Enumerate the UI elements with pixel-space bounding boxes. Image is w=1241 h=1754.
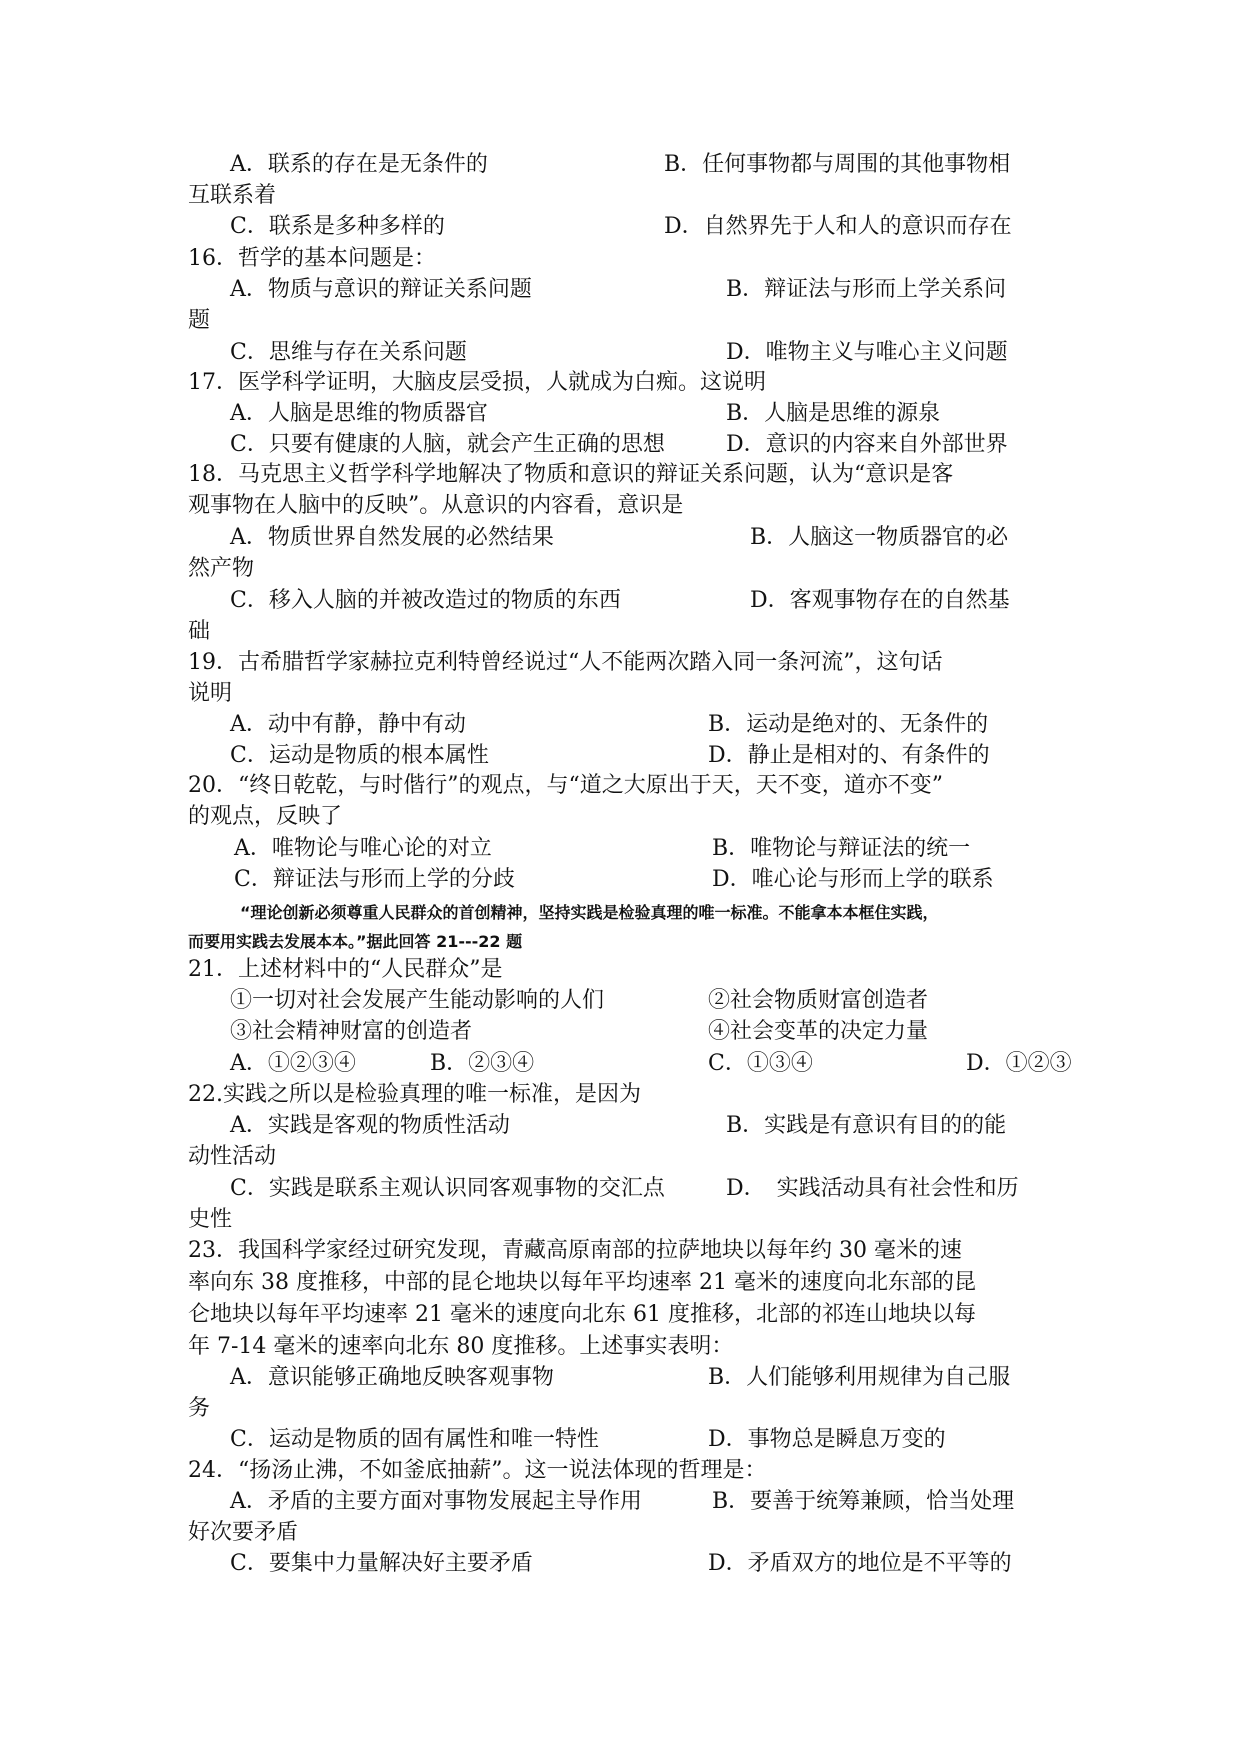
material-line1: “理论创新必须尊重人民群众的首创精神，坚持实践是检验真理的唯一标准。不能拿本本框住实践， — [240, 903, 939, 922]
q18-stem-line2: 观事物在人脑中的反映”。从意识的内容看，意识是 — [188, 493, 684, 518]
q21-item-1: ①一切对社会发展产生能动影响的人们 — [230, 988, 605, 1013]
q16-option-c: C．思维与存在关系问题 — [230, 340, 467, 365]
material-line2: 而要用实践去发展本本。”据此回答 21---22 题 — [188, 932, 523, 951]
q18-stem-line1: 18．马克思主义哲学科学地解决了物质和意识的辩证关系问题，认为“意识是客 — [188, 462, 954, 487]
q23-stem-line1: 23．我国科学家经过研究发现，青藏高原南部的拉萨地块以每年约 30 毫米的速 — [188, 1238, 962, 1263]
q20-option-c: C．辩证法与形而上学的分歧 — [234, 867, 515, 892]
q24-option-d: D．矛盾双方的地位是不平等的 — [708, 1551, 1012, 1576]
q17-stem: 17．医学科学证明，大脑皮层受损，人就成为白痴。这说明 — [188, 370, 766, 395]
q22-option-d-continuation: 史性 — [188, 1207, 233, 1232]
q21-option-c: C．①③④ — [708, 1051, 813, 1076]
q19-stem-line1: 19．古希腊哲学家赫拉克利特曾经说过“人不能两次踏入同一条河流”，这句话 — [188, 650, 943, 675]
q24-stem: 24．“扬汤止沸，不如釜底抽薪”。这一说法体现的哲理是： — [188, 1458, 767, 1483]
q18-option-d-continuation: 础 — [188, 619, 211, 644]
q15-option-d: D．自然界先于人和人的意识而存在 — [664, 214, 1012, 239]
q23-stem-line4: 年 7-14 毫米的速率向北东 80 度推移。上述事实表明： — [188, 1334, 734, 1359]
q20-stem-line2: 的观点，反映了 — [188, 804, 343, 829]
q19-option-b: B．运动是绝对的、无条件的 — [708, 712, 989, 737]
q18-option-a: A．物质世界自然发展的必然结果 — [230, 525, 554, 550]
q21-option-a: A．①②③④ — [230, 1051, 356, 1076]
q23-stem-line3: 仑地块以每年平均速率 21 毫米的速度向北东 61 度推移，北部的祁连山地块以每 — [188, 1302, 976, 1327]
q17-option-a: A．人脑是思维的物质器官 — [230, 401, 488, 426]
q24-option-b-continuation: 好次要矛盾 — [188, 1520, 299, 1545]
q15-option-b-continuation: 互联系着 — [188, 183, 277, 208]
q19-option-d: D．静止是相对的、有条件的 — [708, 743, 990, 768]
q16-option-b: B．辩证法与形而上学关系问 — [726, 277, 1007, 302]
q18-option-d: D．客观事物存在的自然基 — [750, 588, 1010, 613]
q22-option-c: C．实践是联系主观认识同客观事物的交汇点 — [230, 1176, 665, 1201]
q21-option-d: D．①②③ — [966, 1051, 1072, 1076]
q15-option-b: B．任何事物都与周围的其他事物相 — [664, 152, 1011, 177]
q22-option-b: B．实践是有意识有目的的能 — [726, 1113, 1007, 1138]
q23-option-a: A．意识能够正确地反映客观事物 — [230, 1365, 554, 1390]
q21-item-2: ②社会物质财富创造者 — [708, 988, 929, 1013]
q16-stem: 16．哲学的基本问题是： — [188, 246, 436, 271]
q23-option-d: D．事物总是瞬息万变的 — [708, 1427, 946, 1452]
q24-option-b: B．要善于统筹兼顾，恰当处理 — [712, 1489, 1015, 1514]
q16-option-d: D．唯物主义与唯心主义问题 — [726, 340, 1008, 365]
q22-stem: 22.实践之所以是检验真理的唯一标准，是因为 — [188, 1082, 641, 1107]
q21-item-3: ③社会精神财富的创造者 — [230, 1019, 473, 1044]
q21-option-b: B．②③④ — [430, 1051, 535, 1076]
q23-option-b: B．人们能够利用规律为自己服 — [708, 1365, 1011, 1390]
q22-option-d: D． 实践活动具有社会性和历 — [726, 1176, 1019, 1201]
q22-option-a: A．实践是客观的物质性活动 — [230, 1113, 510, 1138]
q21-stem: 21．上述材料中的“人民群众”是 — [188, 957, 503, 982]
q23-stem-line2: 率向东 38 度推移，中部的昆仑地块以每年平均速率 21 毫米的速度向北东部的昆 — [188, 1270, 976, 1295]
q24-option-c: C．要集中力量解决好主要矛盾 — [230, 1551, 533, 1576]
q18-option-b: B．人脑这一物质器官的必 — [750, 525, 1009, 550]
q18-option-c: C．移入人脑的并被改造过的物质的东西 — [230, 588, 621, 613]
q19-option-a: A．动中有静，静中有动 — [230, 712, 466, 737]
q20-stem-line1: 20．“终日乾乾，与时偕行”的观点，与“道之大原出于天，天不变，道亦不变” — [188, 773, 943, 798]
q17-option-b: B．人脑是思维的源泉 — [726, 401, 941, 426]
q23-option-b-continuation: 务 — [188, 1396, 211, 1421]
q20-option-a: A．唯物论与唯心论的对立 — [234, 836, 492, 861]
q16-option-a: A．物质与意识的辩证关系问题 — [230, 277, 532, 302]
q22-option-b-continuation: 动性活动 — [188, 1144, 277, 1169]
q17-option-d: D．意识的内容来自外部世界 — [726, 432, 1008, 457]
q15-option-c: C．联系是多种多样的 — [230, 214, 445, 239]
q19-option-c: C．运动是物质的根本属性 — [230, 743, 489, 768]
q16-option-b-continuation: 题 — [188, 308, 211, 333]
q20-option-d: D．唯心论与形而上学的联系 — [712, 867, 994, 892]
q20-option-b: B．唯物论与辩证法的统一 — [712, 836, 971, 861]
q23-option-c: C．运动是物质的固有属性和唯一特性 — [230, 1427, 599, 1452]
q24-option-a: A．矛盾的主要方面对事物发展起主导作用 — [230, 1489, 642, 1514]
q17-option-c: C．只要有健康的人脑，就会产生正确的思想 — [230, 432, 665, 457]
q19-stem-line2: 说明 — [188, 681, 233, 706]
q18-option-b-continuation: 然产物 — [188, 556, 255, 581]
q21-item-4: ④社会变革的决定力量 — [708, 1019, 929, 1044]
q15-option-a: A．联系的存在是无条件的 — [230, 152, 488, 177]
